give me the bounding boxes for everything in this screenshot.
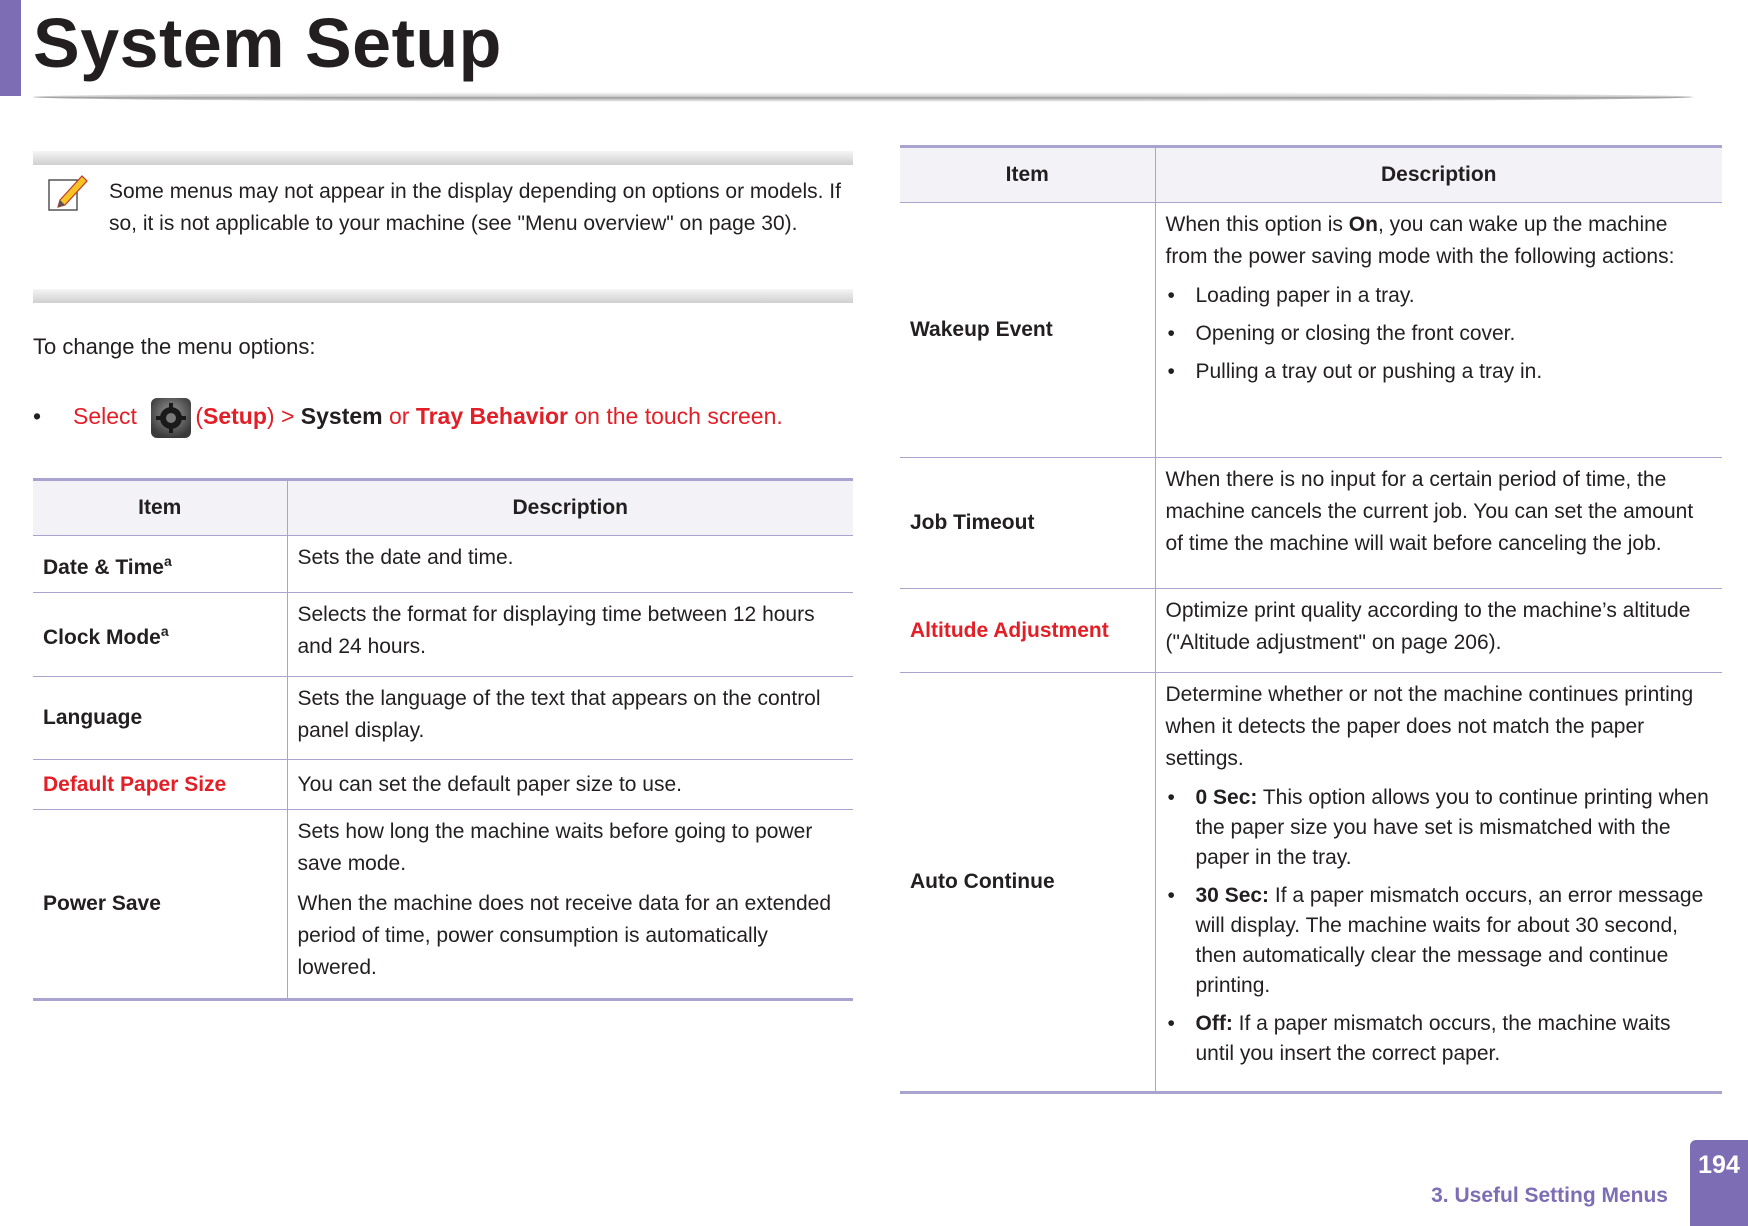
settings-table-right xyxy=(900,145,1722,1094)
list-item: • 0 Sec: This option allows you to continue printing when the paper size you have set is mismatched with the paper in the tray. xyxy=(1166,783,1713,873)
row-description: You can set the default paper size to use. xyxy=(287,760,853,810)
table-header-row xyxy=(33,480,853,536)
row-description: Sets the date and time. xyxy=(287,536,853,593)
bullet: • xyxy=(33,403,42,430)
table-row xyxy=(900,458,1722,589)
page-number: 194 xyxy=(1690,1140,1748,1226)
intro-text: To change the menu options: xyxy=(33,334,316,359)
settings-table-left xyxy=(33,478,853,1001)
note-bottom-bar xyxy=(33,289,853,303)
note-top-bar xyxy=(33,151,853,165)
row-item: Clock Mode$^a$ xyxy=(33,593,287,677)
table-row xyxy=(33,536,853,593)
select-text: Select xyxy=(73,403,137,430)
table-row xyxy=(900,203,1722,458)
setup-label: Setup xyxy=(203,403,267,430)
table-row xyxy=(900,673,1722,1093)
row-item: Default Paper Size xyxy=(33,760,287,810)
table-row xyxy=(900,589,1722,673)
header-item: Item xyxy=(33,480,287,536)
list-item: • Loading paper in a tray. xyxy=(1166,281,1713,311)
table-row xyxy=(33,593,853,677)
row-item: Altitude Adjustment xyxy=(900,589,1155,673)
row-item: Date & Time$^a$ xyxy=(33,536,287,593)
title-rule xyxy=(33,92,1693,102)
list-item: • Opening or closing the front cover. xyxy=(1166,319,1713,349)
row-item: Wakeup Event xyxy=(900,203,1155,458)
table-header-row xyxy=(900,147,1722,203)
header-description: Description xyxy=(287,480,853,536)
paren-open: ( xyxy=(195,403,203,430)
header-item: Item xyxy=(900,147,1155,203)
note-pencil-icon xyxy=(46,170,90,214)
row-item: Power Save xyxy=(33,810,287,1000)
row-description: When there is no input for a certain period of time, the machine cancels the current job. You can set the amount of time the machine will wait before canceling the job. xyxy=(1155,458,1722,589)
row-description: Sets the language of the text that appears on the control panel display. xyxy=(287,677,853,760)
separator: ) > xyxy=(266,403,295,430)
instruction-tail: on the touch screen. xyxy=(574,403,783,430)
footer-chapter: 3. Useful Setting Menus xyxy=(1431,1184,1668,1207)
setup-gear-icon xyxy=(151,398,191,438)
row-description: When this option is On, you can wake up the machine from the power saving mode with the following actions: • Loading paper in a tray. • Opening or closing the front cover. • Pulling a tray out or pushing a tray in. xyxy=(1155,203,1722,458)
list-item: • Off: If a paper mismatch occurs, the machine waits until you insert the correct paper. xyxy=(1166,1009,1713,1069)
row-item: Language xyxy=(33,677,287,760)
system-label: System xyxy=(300,403,383,430)
list-item: • 30 Sec: If a paper mismatch occurs, an error message will display. The machine waits for about 30 second, then automatically clear the message and continue printing. xyxy=(1166,881,1713,1001)
page-title: System Setup xyxy=(33,4,502,82)
tray-behavior-label: Tray Behavior xyxy=(415,403,568,430)
row-description: Selects the format for displaying time between 12 hours and 24 hours. xyxy=(287,593,853,677)
row-item: Auto Continue xyxy=(900,673,1155,1093)
row-description: Optimize print quality according to the machine’s altitude ("Altitude adjustment" on page 206). xyxy=(1155,589,1722,673)
row-item: Job Timeout xyxy=(900,458,1155,589)
row-description: Determine whether or not the machine continues printing when it detects the paper does not match the paper settings. • 0 Sec: This option allows you to continue printing when the paper size you have set is mismatched with the paper in the tray. • 30 Sec: If a paper mismatch occurs, an error message will display. The machine waits for about 30 second, then automatically clear the message and continue printing. • Off: If a paper mismatch occurs, the machine waits until you insert the correct paper. xyxy=(1155,673,1722,1093)
header-description: Description xyxy=(1155,147,1722,203)
table-row xyxy=(33,760,853,810)
row-description: Sets how long the machine waits before going to power save mode. When the machine does not receive data for an extended period of time, power consumption is automatically lowered. xyxy=(287,810,853,1000)
title-accent-bar xyxy=(0,0,21,96)
list-item: • Pulling a tray out or pushing a tray in. xyxy=(1166,357,1713,387)
table-row xyxy=(33,810,853,1000)
note-text: Some menus may not appear in the display depending on options or models. If so, it is not applicable to your machine (see "Menu overview" on page 30). xyxy=(109,180,841,235)
instruction-line xyxy=(33,398,783,438)
table-row xyxy=(33,677,853,760)
or-text: or xyxy=(388,403,410,430)
